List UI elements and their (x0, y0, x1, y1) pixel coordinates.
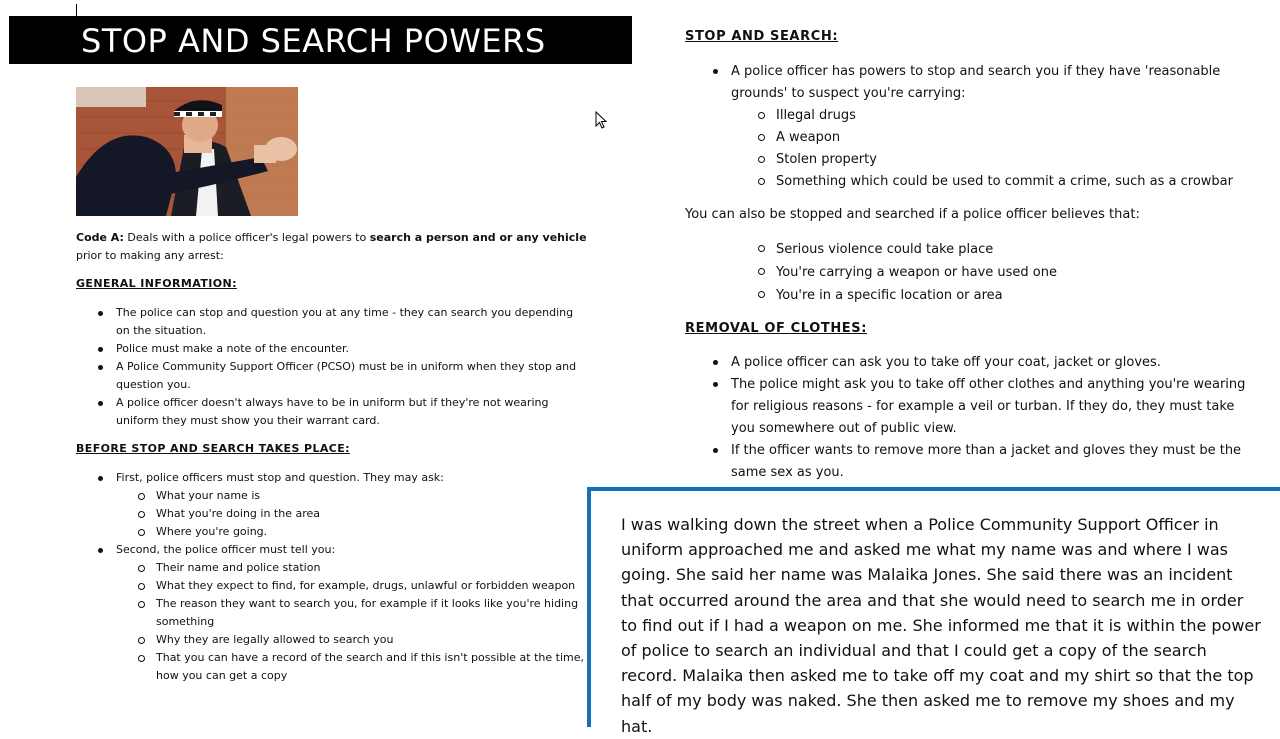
scenario-text: I was walking down the street when a Police Community Support Officer in uniform approached me and asked me what my name was and where I was going. She said her name was Malaika Jones. She said there was an incident that occurred around the area and that she would need to search me in order to find out if I had a weapon on me. She informed me that it is within the power of police to search an individual and that I could get a copy of the search record. Malaika then asked me to take off my coat and my shirt so that the top half of my body was naked. She then asked me to remove my shoes and my hat. (621, 515, 1261, 736)
mouse-pointer-icon (595, 111, 607, 130)
general-info-list (116, 304, 586, 430)
list-item: What you're doing in the area (156, 505, 586, 523)
also-stopped-list (776, 238, 1256, 307)
list-item: What they expect to find, for example, drugs, unlawful or forbidden weapon (156, 577, 586, 595)
list-item: Their name and police station (156, 559, 586, 577)
list-item: You're carrying a weapon or have used one (776, 261, 1256, 284)
list-item: Why they are legally allowed to search you (156, 631, 586, 649)
code-a-text-1: Deals with a police officer's legal powers to (123, 231, 370, 244)
page-title: STOP AND SEARCH POWERS (81, 22, 546, 60)
list-item: Where you're going. (156, 523, 586, 541)
list-item: You're in a specific location or area (776, 284, 1256, 307)
removal-list (731, 352, 1251, 484)
list-item: What your name is (156, 487, 586, 505)
police-officer-photo (76, 87, 298, 216)
list-item: Something which could be used to commit a crime, such as a crowbar (776, 171, 1251, 193)
list-item: If the officer wants to remove more than a jacket and gloves they must be the same sex as you. (731, 440, 1251, 484)
list-item: A police officer can ask you to take off your coat, jacket or gloves. (731, 352, 1251, 374)
list-item: A Police Community Support Officer (PCSO) must be in uniform when they stop and question you. (116, 358, 586, 394)
code-a-label: Code A: (76, 231, 124, 244)
code-a-paragraph (76, 229, 596, 265)
before-heading: BEFORE STOP AND SEARCH TAKES PLACE: (76, 442, 350, 455)
before-list (116, 469, 586, 685)
list-item: A weapon (776, 127, 1251, 149)
list-item: Police must make a note of the encounter. (116, 340, 586, 358)
code-a-text-2: prior to making any arrest: (76, 249, 224, 262)
also-stopped-text: You can also be stopped and searched if a police officer believes that: (685, 207, 1140, 222)
list-item: Stolen property (776, 149, 1251, 171)
code-a-bold-text: search a person and or any vehicle (369, 231, 587, 244)
stop-search-list (731, 61, 1251, 193)
list-item: That you can have a record of the search and if this isn't possible at the time, how you can get a copy (156, 649, 586, 685)
list-item: The police can stop and question you at any time - they can search you depending on the situation. (116, 304, 586, 340)
general-info-heading: GENERAL INFORMATION: (76, 277, 237, 290)
police-photo-illustration (76, 87, 298, 216)
scenario-text-box (587, 487, 1280, 736)
removal-heading: REMOVAL OF CLOTHES: (685, 321, 868, 336)
list-item: The police might ask you to take off other clothes and anything you're wearing for religious reasons - for example a veil or turban. If they do, they must take you somewhere out of public view. (731, 374, 1251, 440)
list-item: Second, the police officer must tell you: (116, 541, 586, 559)
list-item: A police officer has powers to stop and search you if they have 'reasonable grounds' to suspect you're carrying: (731, 61, 1251, 105)
stop-search-heading: STOP AND SEARCH: (685, 29, 839, 44)
left-column (0, 0, 640, 720)
list-item: The reason they want to search you, for example if it looks like you're hiding something (156, 595, 586, 631)
list-item: Illegal drugs (776, 105, 1251, 127)
list-item: First, police officers must stop and question. They may ask: (116, 469, 586, 487)
title-banner (9, 16, 632, 64)
list-item: A police officer doesn't always have to be in uniform but if they're not wearing uniform they must show you their warrant card. (116, 394, 586, 430)
list-item: Serious violence could take place (776, 238, 1256, 261)
